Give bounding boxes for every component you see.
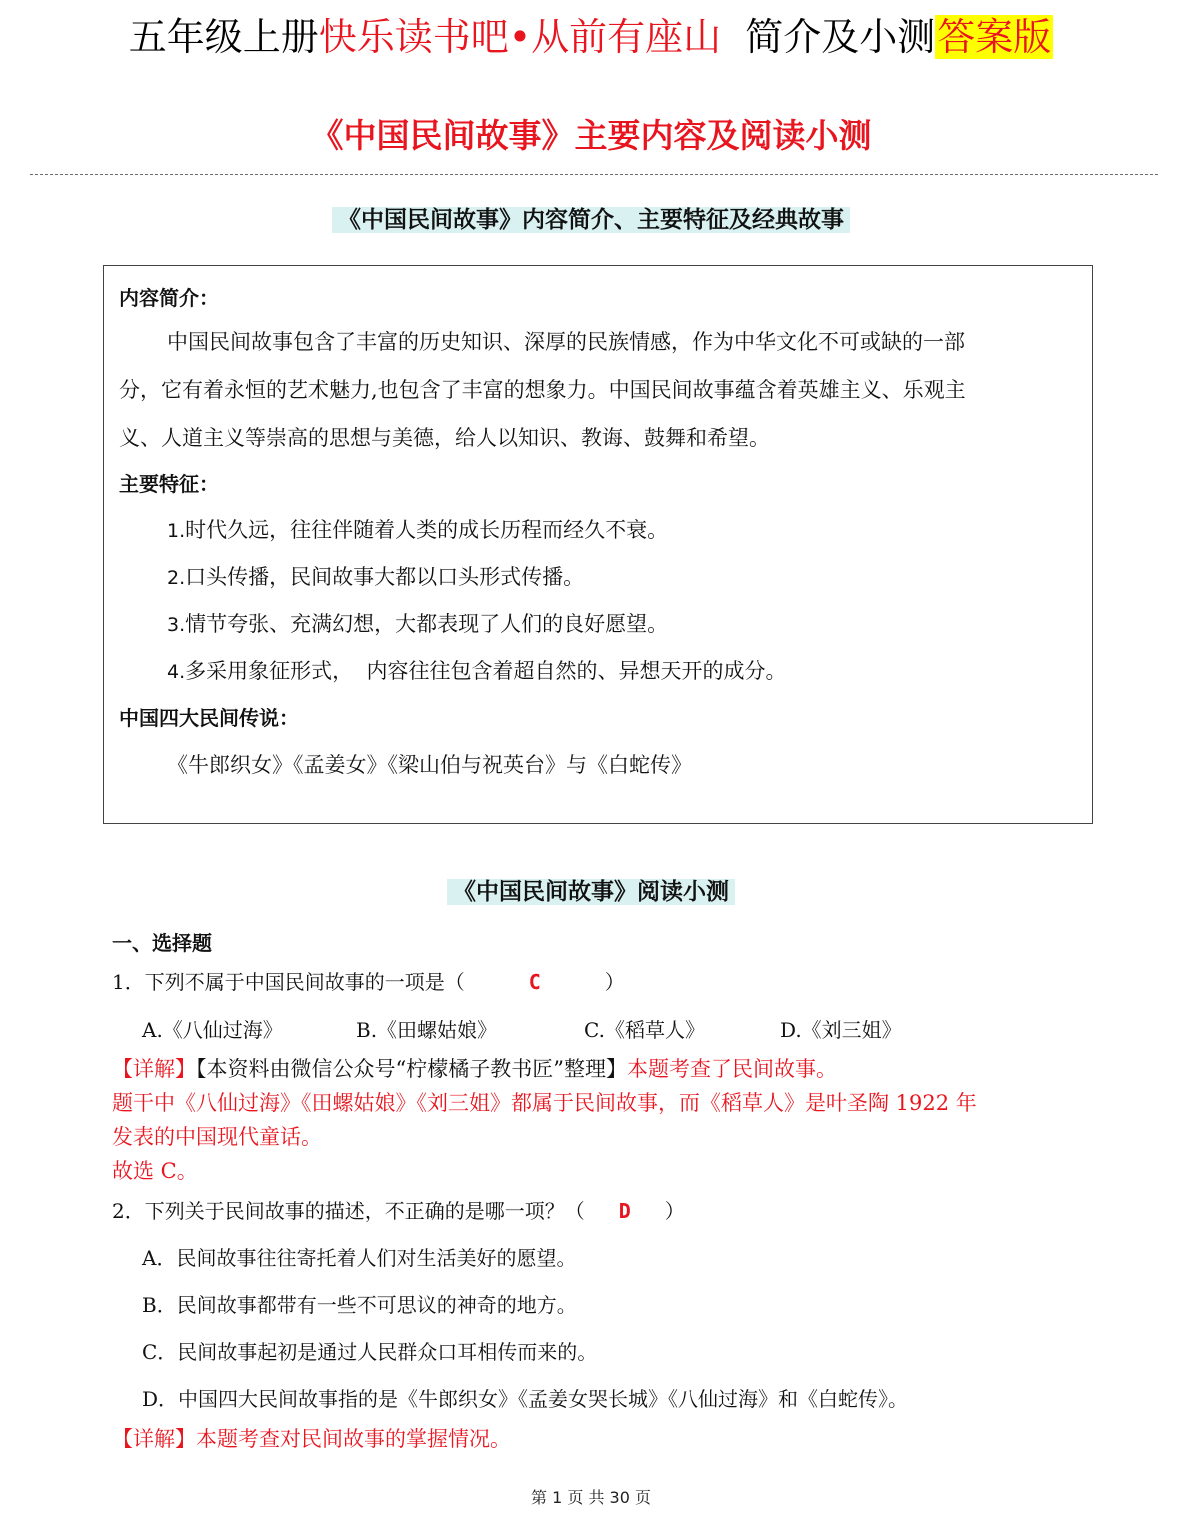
dashed-divider bbox=[30, 174, 1158, 175]
question-1-stem: 1．下列不属于中国民间故事的一项是（ bbox=[112, 970, 465, 994]
q2-explanation-line-1: 【详解】本题考查对民间故事的掌握情况。 bbox=[112, 1427, 511, 1451]
feature-num: 4. bbox=[167, 661, 186, 683]
features-label: 主要特征： bbox=[119, 472, 219, 496]
feature-num: 1. bbox=[167, 520, 186, 542]
feature-item-2 bbox=[167, 560, 584, 595]
intro-section-heading: 《中国民间故事》内容简介、主要特征及经典故事 bbox=[332, 207, 850, 233]
question-1-close: ） bbox=[604, 970, 625, 994]
q1-exp-rest: 本题考查了民间故事。 bbox=[626, 1057, 837, 1081]
q1-exp-source-note: 【本资料由微信公众号“柠檬橘子教书匠”整理】 bbox=[196, 1057, 627, 1081]
q2-option-a: A．民间故事往往寄托着人们对生活美好的愿望。 bbox=[142, 1246, 577, 1270]
q2-option-b: B．民间故事都带有一些不可思议的神奇的地方。 bbox=[142, 1293, 577, 1317]
feature-item-4 bbox=[167, 654, 787, 689]
question-2-answer: D bbox=[618, 1199, 631, 1223]
choice-part-label: 一、选择题 bbox=[112, 931, 212, 955]
feature-item-1 bbox=[167, 513, 668, 548]
feature-num: 3. bbox=[167, 614, 186, 636]
feature-num: 2. bbox=[167, 567, 186, 589]
quiz-heading-wrap bbox=[0, 872, 1182, 912]
q1-option-a: A.《八仙过海》 bbox=[142, 1018, 283, 1042]
feature-text: 口头传播，民间故事大都以口头形式传播。 bbox=[185, 565, 585, 589]
title-part-desc: 简介及小测 bbox=[721, 15, 936, 59]
question-2 bbox=[112, 1195, 685, 1227]
summary-label: 内容简介： bbox=[119, 286, 219, 310]
legends-label: 中国四大民间传说： bbox=[119, 706, 299, 730]
q2-option-d: D．中国四大民间故事指的是《牛郎织女》《孟姜女哭长城》《八仙过海》和《白蛇传》。 bbox=[142, 1387, 909, 1411]
question-1-answer: C bbox=[528, 970, 541, 994]
quiz-section-heading: 《中国民间故事》阅读小测 bbox=[447, 879, 735, 905]
document-subtitle: 《中国民间故事》主要内容及阅读小测 bbox=[310, 116, 872, 155]
title-part-grade: 五年级上册 bbox=[128, 15, 319, 59]
q1-option-d: D.《刘三姐》 bbox=[780, 1018, 902, 1042]
page-number-footer: 第 1 页 共 30 页 bbox=[531, 1488, 651, 1507]
q1-explanation-line-2: 题干中《八仙过海》《田螺姑娘》《刘三姐》都属于民间故事，而《稻草人》是叶圣陶 1922 年 bbox=[112, 1091, 977, 1115]
feature-item-3 bbox=[167, 607, 668, 642]
summary-line-3: 义、人道主义等崇高的思想与美德，给人以知识、教诲、鼓舞和希望。 bbox=[119, 426, 770, 450]
title-part-book: 快乐读书吧•从前有座山 bbox=[318, 15, 722, 59]
feature-text: 多采用象征形式， 内容往往包含着超自然的、异想天开的成分。 bbox=[185, 659, 787, 683]
legends-text: 《牛郎织女》《孟姜女》《梁山伯与祝英台》与《白蛇传》 bbox=[167, 753, 692, 777]
summary-line-2: 分，它有着永恒的艺术魅力,也包含了丰富的想象力。中国民间故事蕴含着英雄主义、乐观主 bbox=[119, 378, 966, 402]
question-1 bbox=[112, 966, 625, 998]
question-2-close: ） bbox=[664, 1199, 685, 1223]
document-title bbox=[0, 6, 1182, 68]
title-answer-badge: 答案版 bbox=[937, 15, 1052, 59]
q1-explanation-line-3: 发表的中国现代童话。 bbox=[112, 1125, 322, 1149]
feature-text: 情节夸张、充满幻想，大都表现了人们的良好愿望。 bbox=[185, 612, 669, 636]
q1-option-c: C.《稻草人》 bbox=[584, 1018, 705, 1042]
intro-heading-wrap bbox=[0, 200, 1182, 240]
q1-exp-tag: 【详解】 bbox=[112, 1057, 196, 1081]
q2-option-c: C．民间故事起初是通过人民群众口耳相传而来的。 bbox=[142, 1340, 598, 1364]
summary-line-1: 中国民间故事包含了丰富的历史知识、深厚的民族情感，作为中华文化不可或缺的一部 bbox=[167, 330, 965, 354]
q1-explanation-line-1 bbox=[112, 1053, 837, 1086]
feature-text: 时代久远，往往伴随着人类的成长历程而经久不衰。 bbox=[185, 518, 669, 542]
q1-option-b: B.《田螺姑娘》 bbox=[356, 1018, 498, 1042]
q1-explanation-line-4: 故选 C。 bbox=[112, 1159, 198, 1183]
question-2-stem: 2．下列关于民间故事的描述，不正确的是哪一项？（ bbox=[112, 1199, 585, 1223]
